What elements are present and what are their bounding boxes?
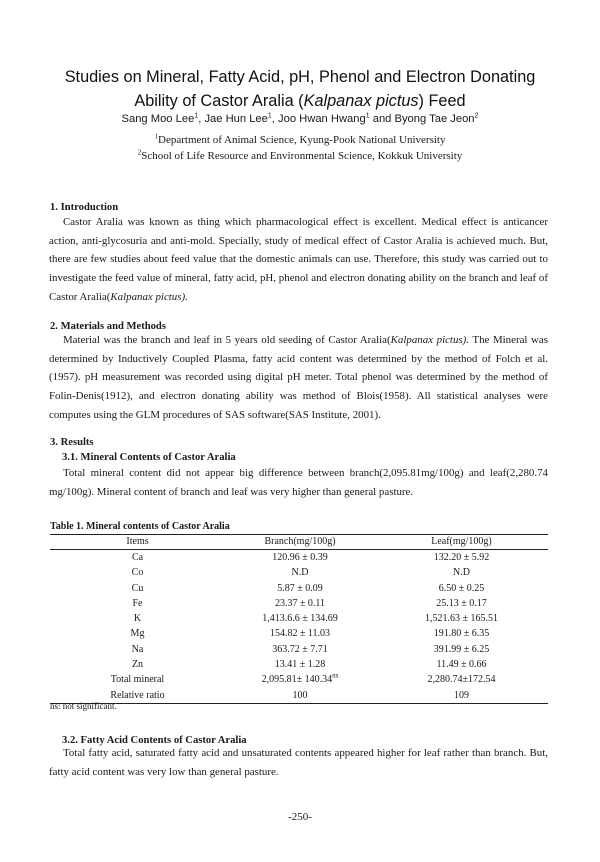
subsection-heading-fatty-acid: 3.2. Fatty Acid Contents of Castor Aralia bbox=[62, 735, 247, 746]
table-header-cell: Branch(mg/100g) bbox=[225, 535, 375, 550]
introduction-paragraph bbox=[49, 213, 548, 307]
mineral-paragraph: Total mineral content did not appear big difference between branch(2,095.81mg/100g) and leaf(2,280.74 mg/100g). Mineral content of branch and leaf was very higher than general pasture. bbox=[49, 467, 548, 498]
fatty-acid-paragraph: Total fatty acid, saturated fatty acid and unsaturated contents appeared higher for leaf rather than branch. But, fatty acid content was very low than general pasture. bbox=[49, 747, 548, 778]
table-cell: Total mineral bbox=[110, 674, 165, 686]
significance-sup: ns bbox=[332, 672, 339, 681]
table-row bbox=[50, 611, 548, 626]
table-cell: 13.41 ± 1.28 bbox=[274, 659, 326, 671]
table-footnote: ns: not significant. bbox=[50, 701, 117, 711]
table-cell: 23.37 ± 0.11 bbox=[274, 597, 326, 609]
table-cell: 1,413.6.6 ± 134.69 bbox=[262, 613, 338, 625]
author-sup: 1 bbox=[194, 112, 199, 120]
methods-species: Kalpanax pictus). bbox=[390, 334, 469, 346]
table-cell: Mg bbox=[130, 628, 145, 640]
table-row bbox=[50, 688, 548, 704]
title-species: Kalpanax pictus bbox=[303, 92, 419, 110]
table-row bbox=[50, 596, 548, 611]
table-row bbox=[50, 626, 548, 641]
table-cell: N.D bbox=[453, 567, 470, 579]
table-row bbox=[50, 550, 548, 566]
table-row bbox=[50, 657, 548, 672]
table-cell: 132.20 ± 5.92 bbox=[433, 552, 490, 563]
author-name: Sang Moo Lee bbox=[121, 113, 195, 125]
table-cell: 363.72 ± 7.71 bbox=[272, 643, 328, 655]
author-name: Joo Hwan Hwang bbox=[278, 113, 366, 125]
table-row bbox=[50, 565, 548, 580]
title-prefix: Ability of Castor Aralia ( bbox=[134, 92, 304, 110]
affiliation-sup: 2 bbox=[137, 148, 142, 157]
section-heading-introduction: 1. Introduction bbox=[50, 202, 119, 213]
table-row bbox=[50, 642, 548, 657]
table-cell: Na bbox=[131, 643, 144, 655]
author-name: Jae Hun Lee bbox=[204, 113, 268, 125]
section-heading-results: 3. Results bbox=[50, 437, 94, 448]
table-cell: 100 bbox=[225, 688, 375, 704]
table-cell: Ca bbox=[131, 552, 144, 563]
methods-text: Material was the branch and leaf in 5 years old seeding of Castor Aralia( bbox=[63, 334, 391, 346]
table-cell: Relative ratio bbox=[50, 688, 225, 704]
table-cell: Cu bbox=[131, 582, 144, 594]
table-cell: 25.13 ± 0.17 bbox=[436, 597, 487, 609]
table-cell: 120.96 ± 0.39 bbox=[272, 552, 328, 563]
affiliation-2 bbox=[0, 150, 600, 162]
methods-paragraph bbox=[49, 331, 548, 425]
table-header-row bbox=[50, 535, 548, 550]
author-sep: and bbox=[369, 113, 395, 125]
paper-title-line2 bbox=[30, 89, 570, 113]
subsection-heading-mineral: 3.1. Mineral Contents of Castor Aralia bbox=[62, 452, 236, 463]
table-cell: N.D bbox=[291, 567, 309, 579]
table-caption: Table 1. Mineral contents of Castor Aralia bbox=[50, 521, 230, 532]
intro-text: Castor Aralia was known as thing which pharmacological effect is excellent. Medical effect is anticancer action, anti-glycosuria and anti-mold. Specially, study of medical effect of Castor Aralia is achieved much. But, there are few studies about feed value that the domestic animals can use. Therefore, this study was carried out to investigate the feed value of mineral, fatty acid, pH, phenol and electron donating ability on the branch and leaf of Castor Aralia( bbox=[49, 216, 548, 303]
table-cell: 391.99 ± 6.25 bbox=[433, 643, 490, 655]
author-list bbox=[0, 113, 600, 125]
table-header-cell: Leaf(mg/100g) bbox=[375, 535, 548, 550]
intro-species: Kalpanax pictus). bbox=[110, 290, 188, 303]
table-cell: Fe bbox=[132, 597, 143, 609]
table-cell: 191.80 ± 6.35 bbox=[433, 628, 490, 640]
table-cell: Zn bbox=[131, 659, 144, 671]
title-suffix: ) Feed bbox=[418, 92, 466, 110]
affiliation-text: Department of Animal Science, Kyung-Pook National University bbox=[158, 134, 446, 146]
table-cell: 154.82 ± 11.03 bbox=[269, 628, 331, 640]
author-sup: 1 bbox=[267, 112, 272, 120]
section-heading-methods: 2. Materials and Methods bbox=[50, 321, 166, 332]
mineral-table bbox=[50, 534, 548, 704]
page-number: -250- bbox=[288, 811, 312, 823]
table-cell: Co bbox=[131, 567, 144, 579]
table-cell: 5.87 ± 0.09 bbox=[277, 582, 323, 594]
table-row bbox=[50, 672, 548, 687]
table-cell: 109 bbox=[375, 688, 548, 704]
author-sep: , bbox=[198, 113, 205, 125]
paper-title-line1: Studies on Mineral, Fatty Acid, pH, Phenol and Electron Donating bbox=[64, 68, 536, 86]
table-row bbox=[50, 581, 548, 596]
author-sep: , bbox=[271, 113, 279, 125]
affiliation-sup: 1 bbox=[154, 132, 159, 141]
methods-text: The Mineral was determined by Inductively Coupled Plasma, fatty acid content was determined by the method of Folch et al.(1957). pH measurement was recorded using digital pH meter. Total phenol was determined by the method of Folin-Denis(1912), and electron donating ability was method of Blois(1958). All statistical analyses were computes using the GLM procedures of SAS software(SAS Institute, 2001). bbox=[49, 334, 548, 421]
table-cell: $2,095.81\pm 140.34^{ns}$ bbox=[261, 672, 339, 686]
affiliation-1 bbox=[0, 134, 600, 146]
author-sup: 1 bbox=[365, 112, 370, 120]
affiliation-text: School of Life Resource and Environmental Science, Kokkuk University bbox=[141, 150, 463, 162]
table-cell: 6.50 ± 0.25 bbox=[438, 582, 485, 594]
table-cell: 1,521.63 ± 165.51 bbox=[425, 613, 498, 625]
table-cell: K bbox=[133, 613, 142, 625]
author-name: Byong Tae Jeon bbox=[394, 113, 475, 125]
table-cell: 2,280.74±172.54 bbox=[427, 674, 496, 686]
author-sup: 2 bbox=[474, 112, 479, 120]
table-cell: 11.49 ± 0.66 bbox=[436, 659, 487, 671]
table-header-cell: Items bbox=[50, 535, 225, 550]
